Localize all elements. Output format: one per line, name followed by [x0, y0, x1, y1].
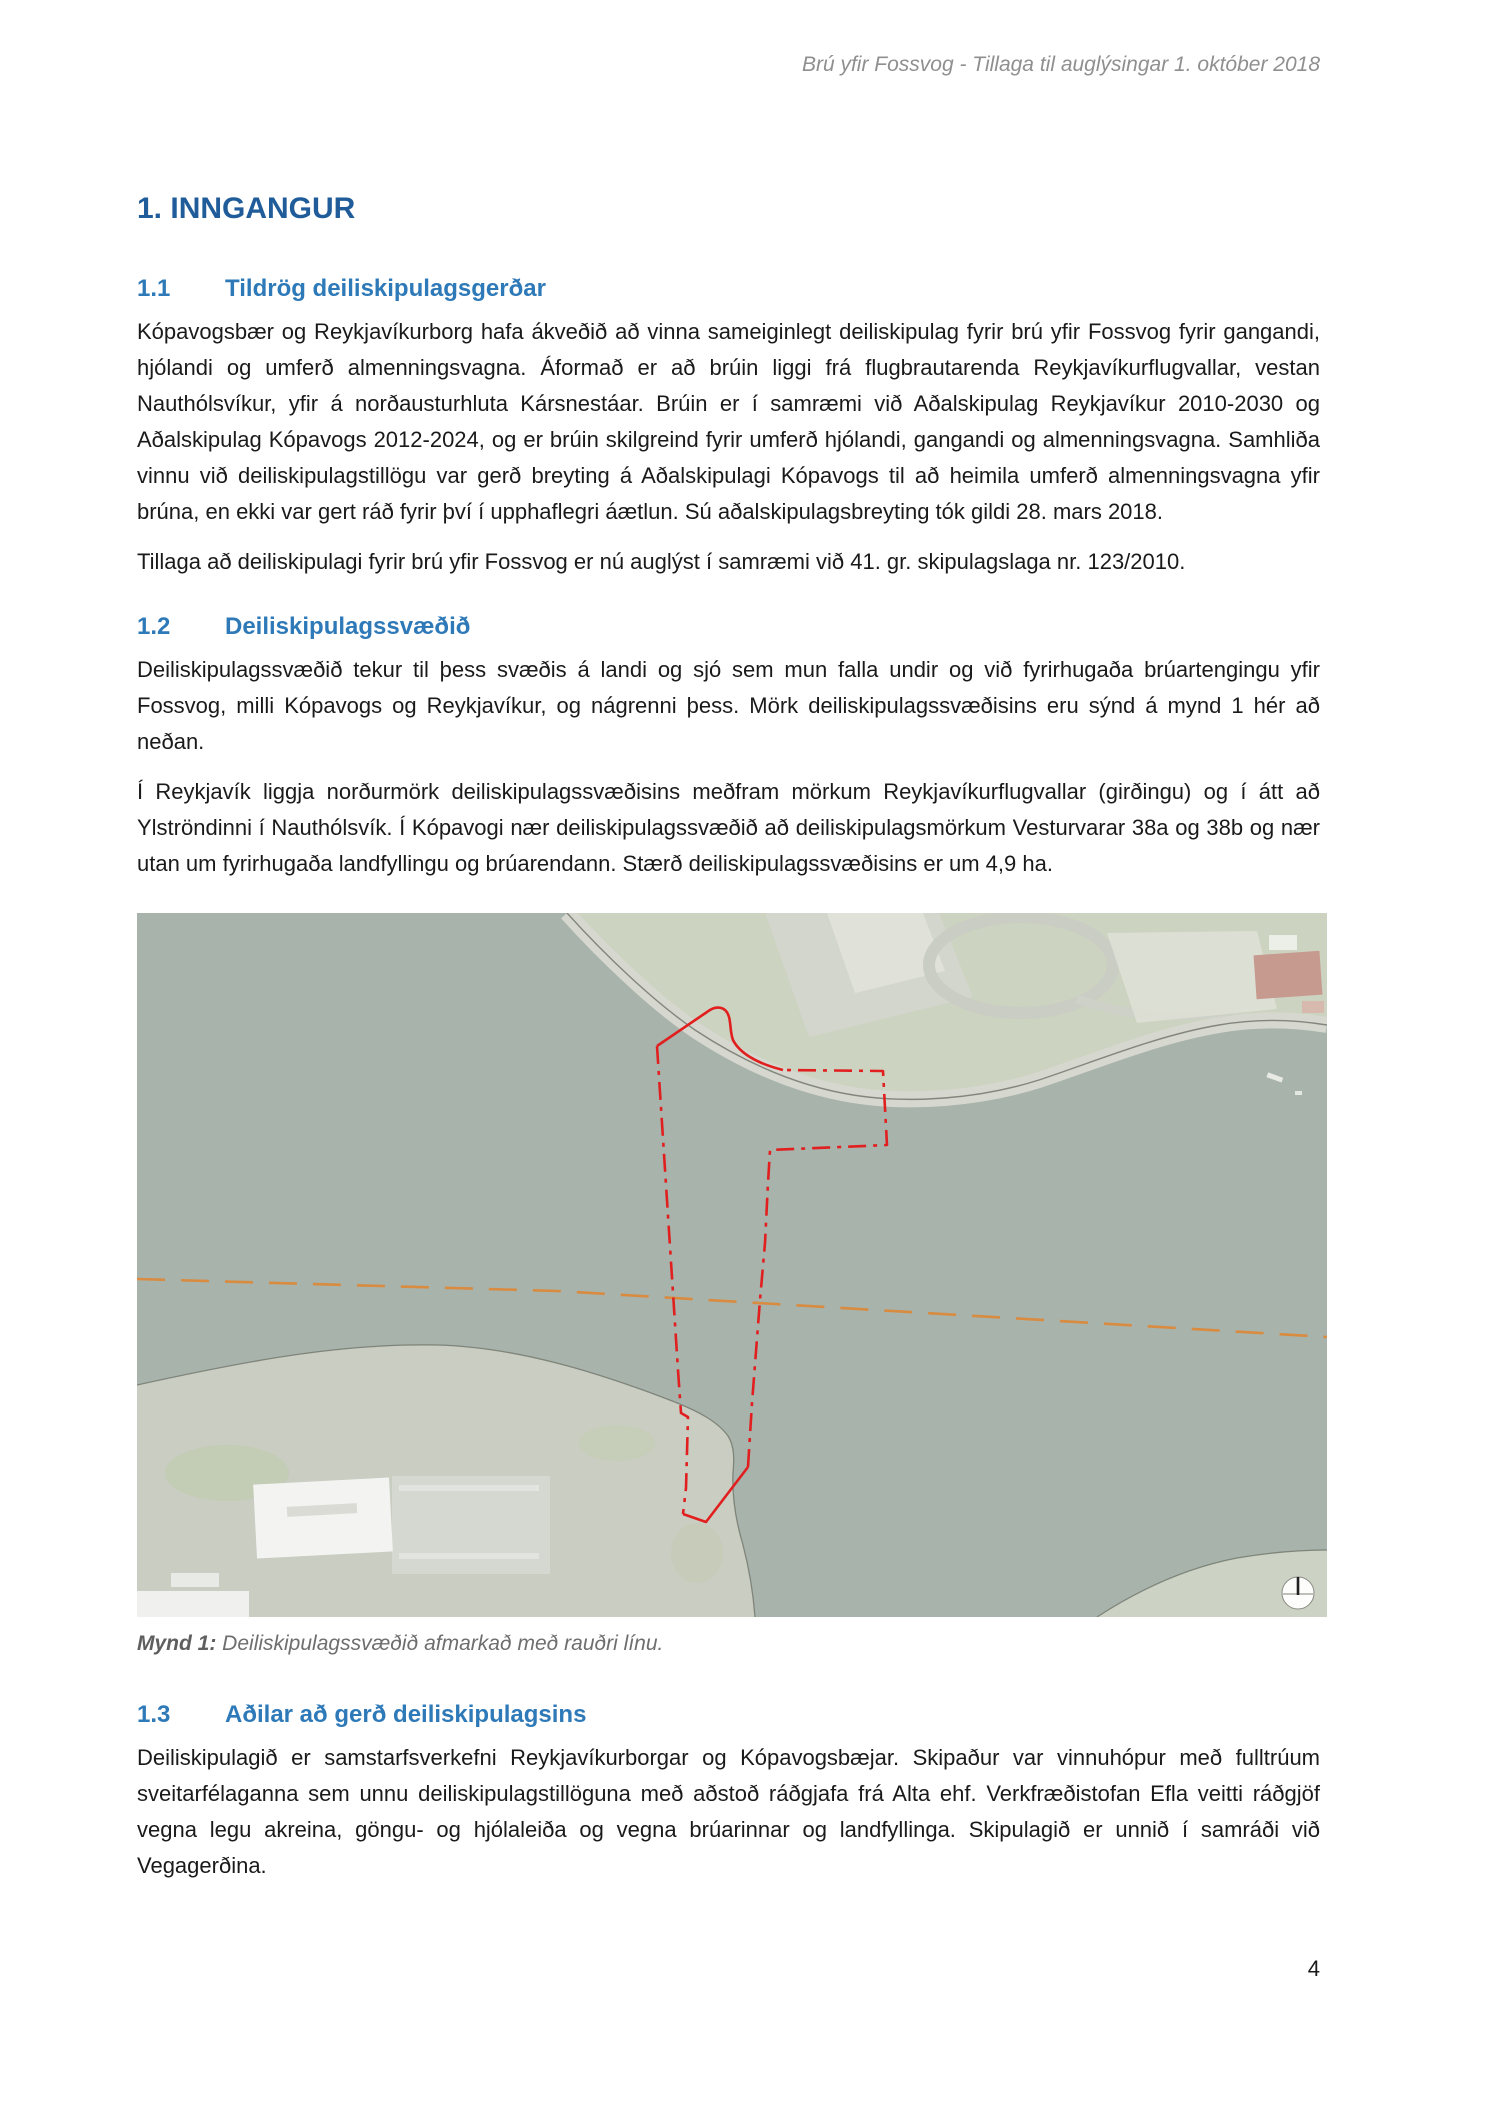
section-heading-label: Aðilar að gerð deiliskipulagsins: [225, 1701, 587, 1728]
compass-icon: [1282, 1577, 1314, 1609]
section-number: 1.3: [137, 1701, 171, 1728]
section-1-3-block: [137, 1700, 1320, 1898]
section-number: 1.1: [137, 275, 171, 302]
figure-map-mynd-1: [137, 913, 1327, 1617]
paragraph: Í Reykjavík liggja norðurmörk deiliskipulagssvæðisins meðfram mörkum Reykjavíkurflugvallar (girðingu) og í átt að Ylströndinni í Nauthólsvík. Í Kópavogi nær deiliskipulagssvæðið að deiliskipulagsmörkum Vesturvarar 38a og 38b og nær utan um fyrirhugaða landfyllingu og brúarendann. Stærð deiliskipulagssvæðisins er um 4,9 ha.: [137, 779, 1320, 876]
page-title: 1. INNGANGUR: [137, 192, 356, 225]
section-number: 1.2: [137, 613, 171, 640]
figure-caption-label: Mynd 1:: [137, 1632, 217, 1655]
section-heading-label: Tildrög deiliskipulagsgerðar: [225, 275, 546, 302]
running-header: Brú yfir Fossvog - Tillaga til auglýsingar 1. október 2018: [801, 53, 1320, 76]
section-heading-1-1: [137, 274, 1320, 304]
section-heading-label: Deiliskipulagssvæðið: [225, 613, 471, 640]
figure-caption-text: Deiliskipulagssvæðið afmarkað með rauðri línu.: [216, 1632, 664, 1655]
section-heading-1-2: [137, 612, 1320, 642]
page-number: 4: [1307, 1956, 1320, 1981]
paragraph: Tillaga að deiliskipulagi fyrir brú yfir Fossvog er nú auglýst í samræmi við 41. gr. skipulagslaga nr. 123/2010.: [137, 549, 1186, 574]
aerial-map-image: [137, 913, 1327, 1617]
paragraph: Deiliskipulagið er samstarfsverkefni Reykjavíkurborgar og Kópavogsbæjar. Skipaður var vinnuhópur með fulltrúum sveitarfélaganna sem unnu deiliskipulagstillöguna með aðstoð ráðgjafa frá Alta ehf. Verkfræðistofan Efla veitti ráðgjöf vegna legu akreina, göngu- og hjólaleiða og vegna brúarinnar og landfyllinga. Skipulagið er unnið í samráði við Vegagerðina.: [137, 1745, 1320, 1878]
paragraph: Kópavogsbær og Reykjavíkurborg hafa ákveðið að vinna sameiginlegt deiliskipulag fyrir brú yfir Fossvog fyrir gangandi, hjólandi og umferð almenningsvagna. Áformað er að brúin liggi frá flugbrautarenda Reykjavíkurflugvallar, vestan Nauthólsvíkur, yfir á norðausturhluta Kársnestáar. Brúin er í samræmi við Aðalskipulag Reykjavíkur 2010-2030 og Aðalskipulag Kópavogs 2012-2024, og er brúin skilgreind fyrir umferð hjólandi, gangandi og almenningsvagna. Samhliða vinnu við deiliskipulagstillögu var gerð breyting á Aðalskipulagi Kópavogs til að heimila umferð almenningsvagna yfir brúna, en ekki var gert ráð fyrir því í upphaflegri áætlun. Sú aðalskipulagsbreyting tók gildi 28. mars 2018.: [137, 319, 1320, 524]
paragraph: Deiliskipulagssvæðið tekur til þess svæðis á landi og sjó sem mun falla undir og við fyrirhugaða brúartengingu yfir Fossvog, milli Kópavogs og Reykjavíkur, og nágrenni þess. Mörk deiliskipulagssvæðisins eru sýnd á mynd 1 hér að neðan.: [137, 657, 1320, 754]
intro-text-block: [137, 190, 1320, 896]
figure-caption: [137, 1630, 1320, 1657]
section-heading-1-3: [137, 1700, 1320, 1730]
